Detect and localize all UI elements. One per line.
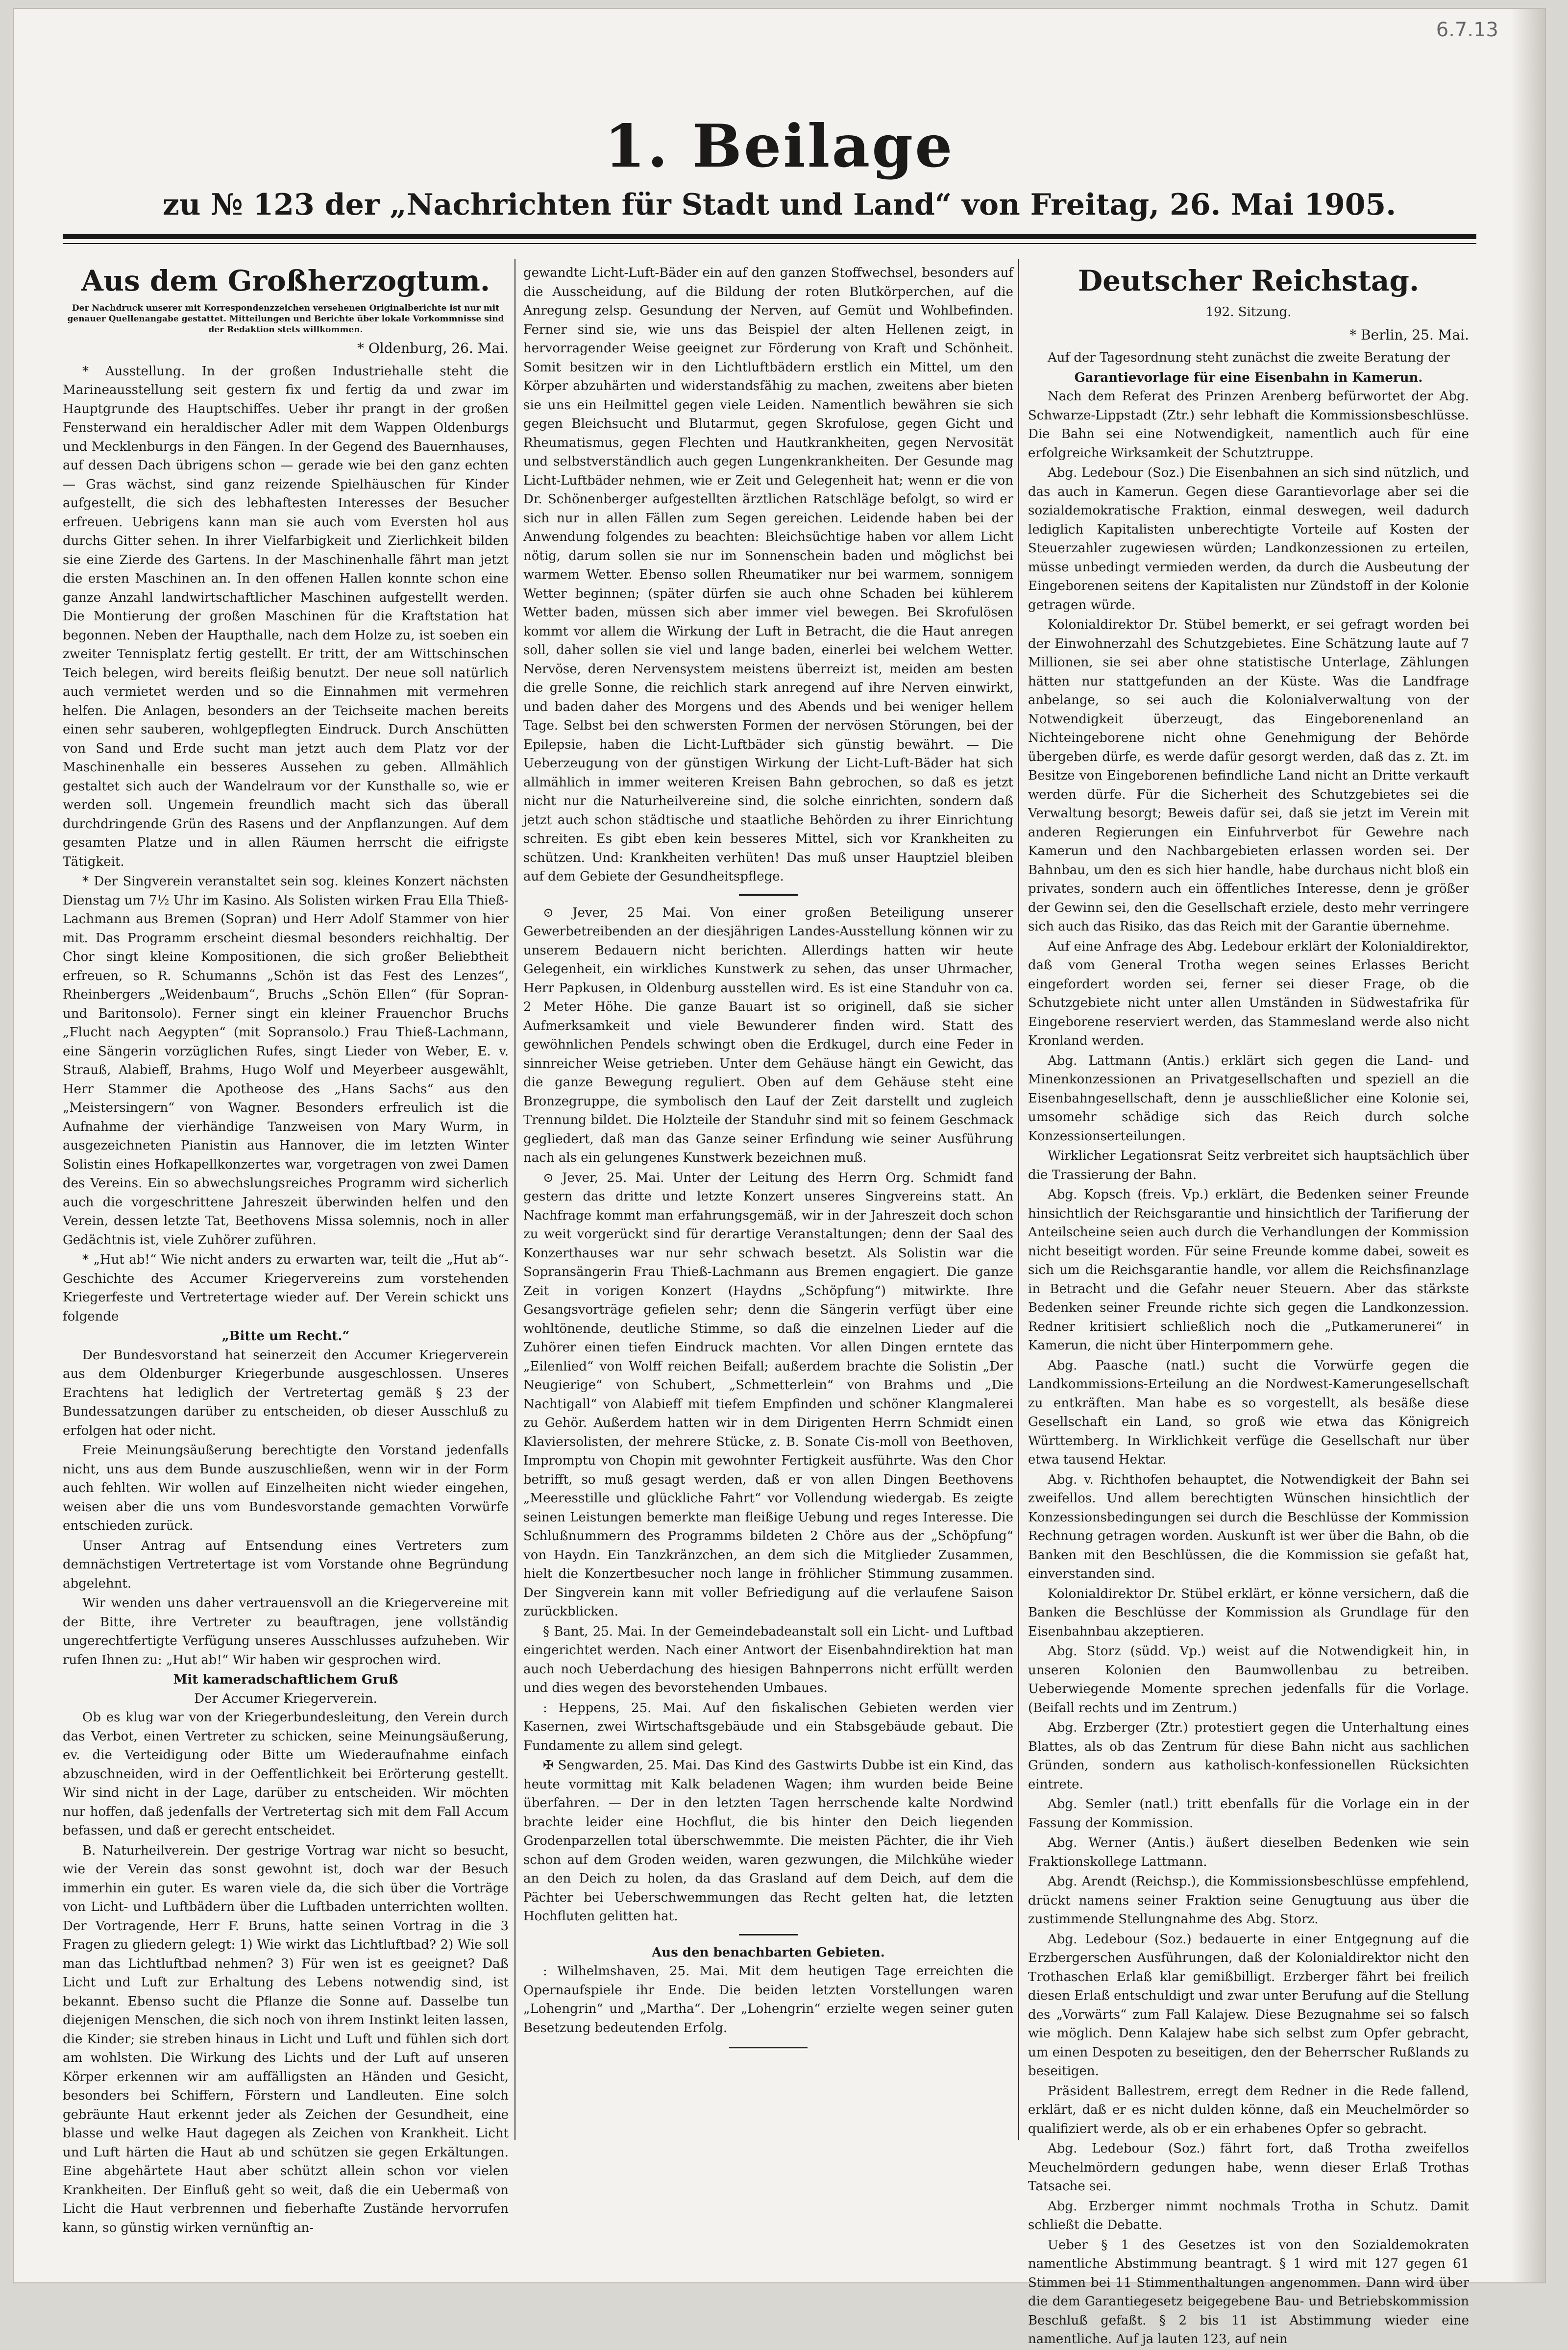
reichstag-paragraph: Abg. Ledebour (Soz.) bedauerte in einer Entgegnung auf die Erzbergerschen Ausführungen, daß der Kolonialdirektor nicht den Trothaschen Erlaß klar gemißbilligt. Erzberger fährt bei freilich diesen Erlaß entschuldigt und zwar unter Berufung auf die Stellung des „Vorwärts“ zum Fall Kalajew. Diese Bezugnahme sei so falsch wie möglich. Denn Kalajew habe sich selbst zum Opfer gebracht, um einen Despoten zu beseitigen, den der Beherrscher Rußlands zu beseitigen. [1028, 1932, 1469, 2079]
reichstag-paragraph: Ueber § 1 des Gesetzes ist von den Sozialdemokraten namentliche Abstimmung beantragt. § 1 wird mit 127 gegen 61 Stimmen bei 11 Stimmenthaltungen angenommen. Dann wird über die dem Garantiegesetz beigegebene Bau- und Betriebskommission Beschluß gefaßt. § 2 bis 11 ist Abstimmung wieder eine namentliche. Auf ja lauten 123, auf nein [1028, 2237, 1469, 2347]
reichstag-paragraph: Kolonialdirektor Dr. Stübel erklärt, er könne versichern, daß die Banken die Beschlüsse der Kommission als Grundlage für den Eisenbahnbau akzeptieren. [1028, 1586, 1469, 1639]
article-jever-konzert: ⊙ Jever, 25. Mai. Unter der Leitung des Herrn Org. Schmidt fand gestern das dritte und letzte Konzert unseres Singvereins statt. An Nachfrage kommt man erfahrungsgemäß, wir in der Jahreszeit doch schon zu weit vorgerückt sind für derartige Veranstaltungen; denn der Saal des Konzerthauses war nur sehr schwach besetzt. Als Solistin war die Sopransängerin Frau Thieß-Lachmann aus Bremen engagiert. Die ganze Zeit in vorigen Konzert (Haydns „Schöpfung“) mitwirkte. Ihre Gesangsvorträge gefielen sehr; denn die Sängerin verfügt über eine wohltönende, deutliche Stimme, so daß die einzelnen Lieder auf die Zuhörer einen tiefen Eindruck machten. Vor allen Dingen erntete das „Eilenlied“ von Wolff reichen Beifall; außerdem brachte die Solistin „Der Neugierige“ von Schubert, „Schmetterlein“ von Brahms und „Die Nachtigall“ von Alabieff mit tiefem Empfinden und schöner Klangmalerei zu Gehör. Außerdem hatten wir in dem Dirigenten Herrn Schmidt einen Klaviersolisten, der mehrere Stücke, z. B. Sonate Cis-moll von Beethoven, Impromptu von Chopin mit gewohnter Fertigkeit ausführte. Was den Chor betrifft, so muß gesagt werden, daß er von allen Dingen Beethovens „Meeresstille und glückliche Fahrt“ vor Vollendung wiedergab. Es zeigte seinen Leistungen bemerkte man fleißige Uebung und reges Interesse. Die Schlußnummern des Programms bildeten 2 Chöre aus der „Schöpfung“ von Haydn. Ein Tanzkränzchen, an dem sich die Mitglieder Zusammen, hielt die Konzertbesucher noch lange in fröhlicher Stimmung zusammen. Der Singverein kann mit voller Befriedigung auf die verlaufene Saison zurückblicken. [523, 1170, 1013, 1619]
reichstag-paragraph: Abg. Ledebour (Soz.) fährt fort, daß Trotha zweifellos Meuchelmördern gedungen habe, wenn dieser Erlaß Trothas Tatsache sei. [1028, 2141, 1469, 2194]
reichstag-paragraph: Wirklicher Legationsrat Seitz verbreitet sich hauptsächlich über die Trassierung der Bahn. [1028, 1149, 1469, 1182]
column-grand-duchy [63, 264, 509, 2238]
reichstag-paragraph: Abg. Storz (südd. Vp.) weist auf die Notwendigkeit hin, in unseren Kolonien den Baumwollenbau zu betreiben. Ueberwiegende Momente sprechen jedenfalls für die Vorlage. (Beifall rechts und im Zentrum.) [1028, 1644, 1469, 1715]
reichstag-paragraph: Abg. v. Richthofen behauptet, die Notwendigkeit der Bahn sei zweifellos. Und allem berechtigten Wünschen hinsichtlich der Konzessionsbedingungen sei durch die Beschlüsse der Kommission Rechnung getragen worden. Auskunft ist wer über die Bahn, ob die Banken mit den Beschlüssen, die die Kommission sie gefaßt hat, einverstanden sind. [1028, 1472, 1469, 1581]
masthead-rule-light [63, 243, 1476, 244]
reichstag-paragraph: Auf der Tagesordnung steht zunächst die zweite Beratung der [1048, 350, 1450, 365]
reichstag-paragraph: Abg. Erzberger nimmt nochmals Trotha in Schutz. Damit schließt die Debatte. [1028, 2199, 1469, 2232]
article-sengwarden: ✠ Sengwarden, 25. Mai. Das Kind des Gastwirts Dubbe ist ein Kind, das heute vormittag mit Kalk beladenen Wagen; ihm wurden beide Beine überfahren. — Der in den letzten Tagen herrschende kalte Nordwind brachte leider eine Hochflut, die bis hinter den Deich liegenden Grodenparzellen total überschwemmte. Die meisten Pächter, die ihr Vieh schon auf dem Groden weiden, waren gezwungen, die Milchkühe wieder an den Deich zu holen, da das Grasland auf dem Deich, auf dem die Pächter bei Ueberschwemmungen das Recht gelten hat, die letzten Hochfluten gelitten hat. [523, 1758, 1013, 1924]
article-heppens: : Heppens, 25. Mai. Auf den fiskalischen Gebieten werden vier Kasernen, zwei Wirtschaftsgebäude und ein Stabsgebäude gebaut. Die Fundamente zu allem sind gelegt. [523, 1700, 1013, 1753]
section-heading-reichstag: Deutscher Reichstag. [1078, 264, 1420, 297]
letter-paragraph: Wir wenden uns daher vertrauensvoll an die Kriegervereine mit der Bitte, ihre Vertreter zu beauftragen, jene vollständig ungerechtfertigte Verfügung unseres Ausschlusses aufzuheben. Wir rufen Ihnen zu: „Hut ab!“ Wir haben wir gesprochen wird. [63, 1596, 509, 1667]
letter-greeting: Mit kameradschaftlichem Gruß [173, 1672, 398, 1687]
reichstag-paragraph: Abg. Lattmann (Antis.) erklärt sich gegen die Land- und Minenkonzessionen an Privatgesellschaften und speziell an die Eisenbahngesellschaft, denn je ausschließlicher eine Kolonie sei, umsomehr schädige sich das Reich durch solche Konzessionserteilungen. [1028, 1053, 1469, 1144]
article-wilhelmshaven: : Wilhelmshaven, 25. Mai. Mit dem heutigen Tage erreichten die Opernaufspiele ihr Ende. Die beiden letzten Vorstellungen waren „Lohengrin“ und „Martha“. Der „Lohengrin“ erzielte wegen seiner guten Besetzung bedeutenden Erfolg. [523, 1964, 1013, 2035]
reichstag-paragraph: Abg. Paasche (natl.) sucht die Vorwürfe gegen die Landkommissions-Erteilung an die Nordwest-Kamerungesellschaft zu entkräften. Man habe es so vorgestellt, als besäße diese Gesellschaft ein Land, so groß wie etwa das Königreich Württemberg. In Wirklichkeit verfüge die Gesellschaft nur über etwa tausend Hektar. [1028, 1358, 1469, 1467]
dateline-berlin: * Berlin, 25. Mai. [1349, 326, 1469, 343]
section-heading-neighbouring: Aus den benachbarten Gebieten. [652, 1945, 885, 1960]
archive-mark: 6.7.13 [1436, 19, 1498, 41]
session-number: 192. Sitzung. [1205, 305, 1292, 319]
end-separator [729, 2047, 808, 2049]
letter-signature: Der Accumer Kriegerverein. [194, 1691, 377, 1706]
reichstag-paragraph: Nach dem Referat des Prinzen Arenberg befürwortet der Abg. Schwarze-Lippstadt (Ztr.) sehr lebhaft die Kommissionsbeschlüsse. Die Bahn sei eine Notwendigkeit, namentlich auch für eine erfolgreiche Wirksamkeit der Schutztruppe. [1028, 389, 1469, 461]
article-jever-ausstellung: ⊙ Jever, 25 Mai. Von einer großen Beteiligung unserer Gewerbetreibenden an der diesjährigen Landes-Ausstellung können wir zu unserem Bedauern nicht berichten. Allerdings hatten wir heute Gelegenheit, ein wirkliches Kunstwerk zu sehen, das unser Uhrmacher, Herr Papkusen, in Oldenburg ausstellen wird. Es ist eine Standuhr von ca. 2 Meter Höhe. Die ganze Bauart ist so originell, daß sie sicher Aufmerksamkeit und viele Bewunderer finden wird. Statt des gewöhnlichen Pendels schwingt oben die Erdkugel, durch eine Feder in sinnreicher Weise getrieben. Unter dem Gehäuse hängt ein Gewicht, das die ganze Bewegung reguliert. Oben auf dem Gehäuse steht eine Bronzegruppe, die symbolisch den Lauf der Zeit darstellt und zugleich Trennung bildet. Die Holzteile der Standuhr sind mit so feinem Geschmack gegliedert, daß man das Ganze seiner Erfindung wie seiner Ausführung nach als ein gelungenes Kunstwerk bezeichnen muß. [523, 905, 1013, 1165]
reichstag-paragraph: Abg. Kopsch (freis. Vp.) erklärt, die Bedenken seiner Freunde hinsichtlich der Reichsgarantie und hinsichtlich der Tarifierung der Anteilscheine seien auch durch die Verhandlungen der Kommission nicht beseitigt worden. Für seine Freunde komme dabei, soweit es sich um die Reichsgarantie handle, vor allem die Reichsfinanzlage in Betracht und die Gefahr neuer Steuern. Aber das stärkste Bedenken seiner Freunde richte sich gegen die Landkonzession. Redner kritisiert schließlich noch die „Putkamerunerei“ in Kamerun, die nicht über Hinterpommern gehe. [1028, 1187, 1469, 1353]
editorial-comment: Ob es klug war von der Kriegerbundesleitung, den Verein durch das Verbot, einen Vertreter zu schicken, seine Meinungsäußerung, ev. die Verteidigung oder Bitte um Wiederaufnahme einfach abzuschneiden, wird in der Oeffentlichkeit bei Erörterung gestellt. Wir sind nicht in der Lage, darüber zu entscheiden. Wir möchten nur hoffen, daß jedenfalls der Vertretertag sich mit dem Fall Accum befassen, und daß er gerecht entscheidet. [63, 1710, 509, 1838]
masthead [14, 112, 1545, 222]
dateline-oldenburg: * Oldenburg, 26. Mai. [357, 340, 509, 356]
column-local-news [523, 264, 1013, 2059]
masthead-rule-heavy [63, 234, 1476, 239]
article-naturheilverein-continued: gewandte Licht-Luft-Bäder ein auf den ganzen Stoffwechsel, besonders auf die Ausscheidung, auf die Bildung der roten Blutkörperchen, auf die Anregung zelsp. Gesundung der Nerven, auf Gemüt und Wohlbefinden. Ferner sind sie, wie uns das Beispiel der alten Hellenen zeigt, in hervorragender Weise geeignet zur Förderung von Kraft und Schönheit. Somit besitzen wir in den Lichtluftbädern erstlich ein Mittel, um den Körper abzuhärten und widerstandsfähig zu machen, zweitens aber bieten sie uns ein Heilmittel gegen viele Leiden. Namentlich bewähren sie sich gegen Bleichsucht und Blutarmut, gegen Skrofulose, gegen Gicht und Rheumatismus, gegen Flechten und Hautkrankheiten, gegen Nervosität und selbstverständlich auch gegen Lungenkrankheiten. Der Gesunde mag Licht-Luftbäder nehmen, wie er Zeit und Gelegenheit hat; wenn er die von Dr. Schönenberger aufgestellten ärztlichen Ratschläge befolgt, so wird er sich nur in allen Fällen zum Segen gereichen. Leidende haben bei der Anwendung folgendes zu beachten: Bleichsüchtige haben vor allem Licht nötig, darum sollen sie nur im Sonnenschein baden und möglichst bei warmem Wetter. Ebenso sollen Rheumatiker nur bei warmem, sonnigem Wetter beginnen; (später dürfen sie auch ohne Schaden bei kühlerem Wetter baden, müssen sich aber immer viel bewegen. Bei Skrofulösen kommt vor allem die Wirkung der Luft in Betracht, die die Haut anregen soll, daher sollen sie viel und lange baden, einerlei bei welchem Wetter. Nervöse, deren Nervensystem meistens überreizt ist, meiden am besten die grelle Sonne, die reichlich stark anregend auf ihre Nerven einwirkt, und baden daher des Morgens und des Abends und bei weniger hellem Tage. Selbst bei den schwersten Formen der nervösen Störungen, bei der Epilepsie, haben die Licht-Luftbäder sich günstig bewährt. — Die Ueberzeugung von der günstigen Wirkung der Licht-Luft-Bäder hat sich allmählich in immer weiteren Kreisen Bahn gebrochen, so daß es jetzt nicht nur die Naturheilvereine sind, die solche einrichten, sondern daß jetzt auch schon städtische und staatliche Behörden zu ihrer Einrichtung schreiten. Es gibt eben kein besseres Mittel, sich vor Krankheiten zu schützen. Und: Krankheiten verhüten! Das muß unser Hauptziel bleiben auf dem Gebiete der Gesundheitspflege. [523, 266, 1013, 884]
section-heading-grand-duchy: Aus dem Großherzogtum. [81, 264, 490, 297]
article-ausstellung: * Ausstellung. In der großen Industriehalle steht die Marineausstellung seit gestern fix und fertig da und zwar im Hauptgrunde des Hauptschiffes. Ueber ihr prangt in der großen Fensterwand ein heraldischer Adler mit dem Wappen Oldenburgs und Mecklenburgs in den Fängen. In der Gegend des Bauernhauses, auf dessen Dach übrigens schon — gerade wie bei den ganz echten — Gras wächst, sind ganz reizende Spielhäuschen für Kinder aufgestellt, die sich des lebhaftesten Interesses der Besucher erfreuen. Uebrigens kann man sie auch vom Eversten hol aus durchs Gitter sehen. In ihrer Vielfarbigkeit und Zierlichkeit bilden sie eine Zierde des Gartens. In der Maschinenhalle fährt man jetzt die ersten Maschinen an. In den offenen Hallen konnte schon eine ganze Anzahl landwirtschaftlicher Maschinen aufgestellt werden. Die Montierung der großen Maschinen für die Kraftstation hat begonnen. Neben der Haupthalle, nach dem Holze zu, ist soeben ein zweiter Tennisplatz fertig gestellt. Er tritt, der am Wittschinschen Teich belegen, wird bereits fleißig benutzt. Der neue soll natürlich auch vermietet werden und so die Einnahmen mit vermehren helfen. Die Anlagen, besonders an der Teichseite machen bereits einen sehr sauberen, wohlgepflegten Eindruck. Durch Anschütten von Sand und Erde sucht man jetzt auch dem Platz vor der Maschinenhalle ein besseres Aussehen zu geben. Allmählich gestaltet sich auch der Wandelraum vor der Kunsthalle so, wie er werden soll. Ungemein freundlich macht sich das überall durchdringende Grün des Rasens und der Anpflanzungen. Auf dem gesamten Platze und in allen Räumen herrscht die eifrigste Tätigkeit. [63, 364, 509, 869]
column-reichstag [1028, 264, 1469, 2350]
article-bant: § Bant, 25. Mai. In der Gemeindebadeanstalt soll ein Licht- und Luftbad eingerichtet werden. Nach einer Antwort der Eisenbahndirektion hat man auch noch Ueberdachung des hiesigen Bahnperrons nicht erfüllt werden und dies wegen des bevorstehenden Umbaues. [523, 1624, 1013, 1695]
reprint-note: Der Nachdruck unserer mit Korrespondenzzeichen versehenen Originalberichte ist nur mit genauer Quellenangabe gestattet. Mitteilungen und Berichte über lokale Vorkommnisse sind der Redaktion stets willkommen. [67, 303, 504, 335]
reichstag-paragraph: Abg. Ledebour (Soz.) Die Eisenbahnen an sich sind nützlich, und das auch in Kamerun. Gegen diese Garantievorlage aber sei die sozialdemokratische Fraktion, einmal deswegen, weil dadurch lediglich Kapitalisten unberechtigte Vorteile auf Kosten der Steuerzahler zugewiesen würden; Landkonzessionen zu erteilen, müsse unbedingt vermieden werden, da durch die Ausbeutung der Eingeborenen seitens der Kapitalisten nur Zündstoff in der Kolonie getragen würde. [1028, 465, 1469, 612]
article-singverein: * Der Singverein veranstaltet sein sog. kleines Konzert nächsten Dienstag um 7½ Uhr im Kasino. Als Solisten wirken Frau Ella Thieß-Lachmann aus Bremen (Sopran) und Herr Adolf Stammer von hier mit. Das Programm erscheint diesmal besonders reichhaltig. Der Chor singt kleine Kompositionen, die sich großer Beliebtheit erfreuen, so R. Schumanns „Schön ist das Fest des Lenzes“, Rheinbergers „Weidenbaum“, Bruchs „Schön Ellen“ (für Sopran- und Baritonsolo). Ferner singt ein kleiner Frauenchor Bruchs „Flucht nach Aegypten“ (mit Sopransolo.) Frau Thieß-Lachmann, eine Sängerin vorzüglichen Rufes, singt Lieder von Weber, E. v. Strauß, Alabieff, Brahms, Hugo Wolf und Meyerbeer ausgewählt, Herr Stammer die Apotheose des „Hans Sachs“ aus den „Meistersingern“ von Wagner. Besonders erfreulich ist die Aufnahme der vierhändige Tanzweisen von Mary Wurm, in ausgezeichneten Pianistin aus Hannover, die im letzten Winter Solistin eines Hofkapellkonzertes war, vorgetragen von zwei Damen des Vereins. Ein so abwechslungsreiches Programm wird sicherlich auch die vorgeschrittene Jahreszeit überwinden helfen und den Verein, dessen letzte Tat, Beethovens Missa solemnis, noch in aller Gedächtnis ist, viele Zuhörer zuführen. [63, 874, 509, 1248]
issue-line: zu № 123 der „Nachrichten für Stadt und Land“ von Freitag, 26. Mai 1905. [162, 188, 1396, 222]
letter-paragraph: Der Bundesvorstand hat seinerzeit den Accumer Kriegerverein aus dem Oldenburger Kriegerbunde ausgeschlossen. Unseres Erachtens hat lediglich der Vertretertag gemäß § 23 der Bundessatzungen darüber zu entscheiden, ob dieser Ausschluß zu erfolgen hat oder nicht. [63, 1347, 509, 1438]
reichstag-paragraph: Präsident Ballestrem, erregt dem Redner in die Rede fallend, erklärt, daß er es nicht dulden könne, daß ein Meuchelmörder so qualifiziert werde, als ob er ein erhabenes Opfer so gebracht. [1028, 2083, 1469, 2136]
article-separator [739, 894, 798, 896]
page-edge-shadow [1511, 9, 1545, 2282]
reichstag-paragraph: Abg. Werner (Antis.) äußert dieselben Bedenken wie sein Fraktionskollege Lattmann. [1028, 1836, 1469, 1869]
bitte-title: „Bitte um Recht.“ [221, 1329, 350, 1344]
reichstag-paragraph: Auf eine Anfrage des Abg. Ledebour erklärt der Kolonialdirektor, daß vom General Trotha wegen seines Erlasses Bericht eingefordert worden sei, ferner sei dieser Frage, ob die Schutzgebiete nicht unter allen Umständen in Südwestafrika für Eingeborene reserviert werden, das Stammesland werde also nicht Kronland werden. [1028, 939, 1469, 1048]
newspaper-page [14, 9, 1545, 2347]
letter-paragraph: Freie Meinungsäußerung berechtigte den Vorstand jedenfalls nicht, uns aus dem Bunde auszuschließen, wenn wir in der Form auch fehlten. Wir wollen auf Einzelheiten nicht wieder eingehen, weisen aber die uns vom Bundesvorstande gemachten Vorwürfe entschieden zurück. [63, 1443, 509, 1533]
reichstag-paragraph: Abg. Semler (natl.) tritt ebenfalls für die Vorlage ein in der Fassung der Kommission. [1028, 1797, 1469, 1831]
reichstag-paragraph: Abg. Erzberger (Ztr.) protestiert gegen die Unterhaltung eines Blattes, als ob das Zentrum für diese Bahn nicht aus sachlichen Gründen, sondern aus katholisch-konfessionellen Rücksichten eintrete. [1028, 1720, 1469, 1792]
reichstag-paragraph: Abg. Arendt (Reichsp.), die Kommissionsbeschlüsse empfehlend, drückt namens seiner Fraktion seine Genugtuung aus über die zustimmende Stellungnahme des Abg. Storz. [1028, 1874, 1469, 1927]
agenda-item: Garantievorlage für eine Eisenbahn in Kamerun. [1074, 370, 1423, 385]
letter-paragraph: Unser Antrag auf Entsendung eines Vertreters zum demnächstigen Vertretertage ist vom Vorstande ohne Begründung abgelehnt. [63, 1538, 509, 1591]
supplement-title: 1. Beilage [604, 112, 955, 181]
article-separator [739, 1934, 798, 1935]
column-divider-2 [1018, 259, 1019, 2140]
reichstag-paragraph: Kolonialdirektor Dr. Stübel bemerkt, er sei gefragt worden bei der Einwohnerzahl des Schutzgebietes. Eine Schätzung laute auf 7 Millionen, sie sei aber ohne statistische Unterlage, Zählungen hätten nur stattgefunden an der Küste. Was die Landfrage anbelange, so sei auch die Kolonialverwaltung von der Notwendigkeit überzeugt, das Eingeborenenland an Nichteingeborene nicht ohne Genehmigung der Behörde übergeben dürfe, es werde dafür gesorgt werden, daß das z. Zt. im Besitze von Eingeborenen befindliche Land nicht an Dritte verkauft werden dürfe. Für die Sicherheit des Schutzgebietes sei die Verwaltung besorgt; Beweis dafür sei, daß sie jetzt im Verein mit anderen Regierungen ein Einfuhrverbot für Gewehre nach Kamerun und den Nachbargebieten erlassen worden sei. Der Bahnbau, um den es sich hier handle, habe durchaus nicht bloß ein privates, sondern auch ein öffentliches Interesse, denn je größer der Gewinn sei, den die Gesellschaft erziele, desto mehr verringere sich auch das Risiko, das das Reich mit der Garantie übernehme. [1028, 617, 1469, 934]
article-naturheilverein: B. Naturheilverein. Der gestrige Vortrag war nicht so besucht, wie der Verein das sonst gewohnt ist, doch war der Besuch immerhin ein guter. Es waren viele da, die sich über die Vorträge von Licht- und Luftbädern über die Luftbaden unterrichten wollten. Der Vortragende, Herr F. Bruns, hatte seinen Vortrag in die 3 Fragen zu gliedern gelegt: 1) Wie wirkt das Lichtluftbad? 2) Wie soll man das Lichtluftbad nehmen? 3) Für wen ist es geeignet? Daß Licht und Luft zur Erhaltung des Lebens notwendig sind, ist bekannt. Ebenso sucht die Pflanze die Sonne auf. Dasselbe tun diejenigen Menschen, die sich noch von ihrem Instinkt leiten lassen, die Kinder; sie streben hinaus in Licht und Luft und fühlen sich dort am wohlsten. Die Wirkung des Lichts und der Luft auf unseren Körper erkennen wir am auffälligsten an Händen und Gesicht, besonders bei Schiffern, Förstern und Landleuten. Eine solch gebräunte Haut erkennt jeder als Zeichen der Gesundheit, eine blasse und welke Haut dagegen als Zeichen von Krankheit. Licht und Luft härten die Haut ab und schützen sie gegen Erkältungen. Eine abgehärtete Haut aber schützt allein schon vor vielen Krankheiten. Der Einfluß geht so weit, daß die ein Uebermaß von Licht die Haut verbrennen und fieberhafte Zustände hervorrufen kann, so günstig wirken vernünftig an- [63, 1843, 509, 2235]
column-divider-1 [514, 259, 515, 2140]
article-hut-ab: * „Hut ab!“ Wie nicht anders zu erwarten war, teilt die „Hut ab“-Geschichte des Accumer Kriegervereins zum vorstehenden Kriegerfeste und Vertretertage wieder auf. Der Verein schickt uns folgende [63, 1252, 509, 1324]
